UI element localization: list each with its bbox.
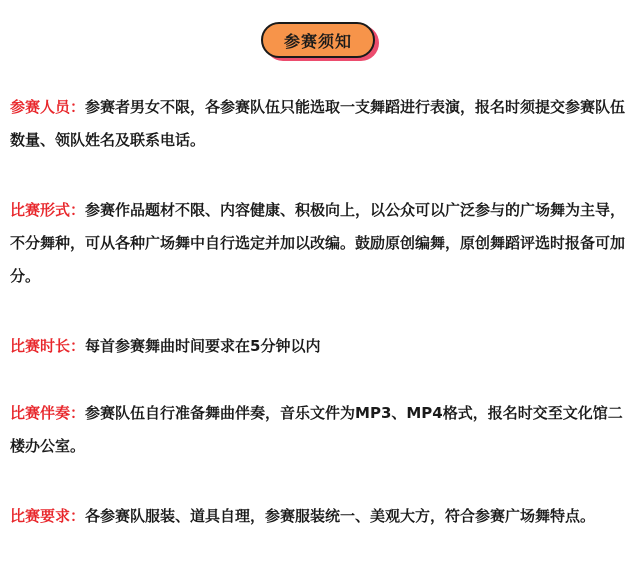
- section-text: 各参赛队服装、道具自理，参赛服装统一、美观大方，符合参赛广场舞特点。: [85, 507, 596, 525]
- section-label: 比赛伴奏：: [10, 404, 86, 422]
- section-text: 每首参赛舞曲时间要求在5分钟以内: [85, 337, 321, 355]
- section-format: [10, 194, 634, 293]
- title-pill: [261, 22, 375, 58]
- section-text: 参赛者男女不限，各参赛队伍只能选取一支舞蹈进行表演，报名时须提交参赛队伍数量、领队姓名及联系电话。: [10, 98, 626, 149]
- section-accompaniment: [10, 397, 634, 463]
- section-text: 参赛作品题材不限、内容健康、积极向上，以公众可以广泛参与的广场舞为主导，不分舞种，可从各种广场舞中自行选定并加以改编。鼓励原创编舞，原创舞蹈评选时报备可加分。: [10, 201, 626, 285]
- section-duration: [10, 330, 634, 363]
- section-label: 比赛形式：: [10, 201, 86, 219]
- section-participants: [10, 91, 634, 157]
- section-label: 参赛人员：: [10, 98, 86, 116]
- section-label: 比赛要求：: [10, 507, 86, 525]
- section-label: 比赛时长：: [10, 337, 86, 355]
- page-title: 参赛须知: [283, 31, 352, 51]
- header: [0, 22, 642, 64]
- section-requirements: [10, 500, 634, 533]
- section-text: 参赛队伍自行准备舞曲伴奏，音乐文件为MP3、MP4格式，报名时交至文化馆二楼办公室。: [10, 404, 623, 455]
